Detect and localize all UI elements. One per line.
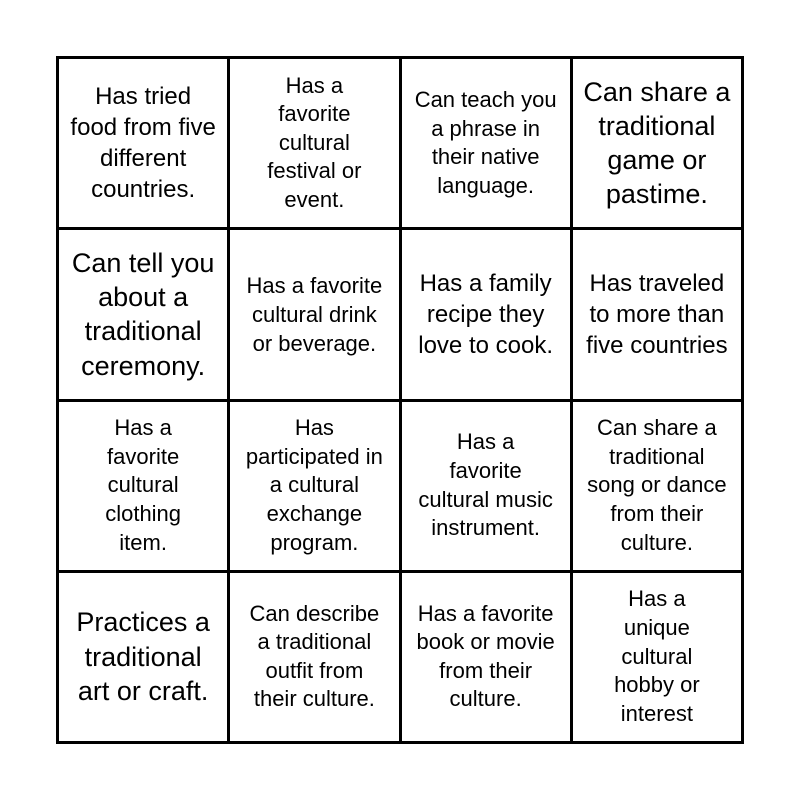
bingo-square-text: Has a favorite cultural drink or beverage. — [246, 272, 383, 356]
bingo-square[interactable] — [230, 230, 398, 398]
bingo-square[interactable] — [402, 573, 570, 741]
bingo-square-text: Has a unique cultural hobby or interest — [614, 586, 700, 726]
bingo-square[interactable] — [230, 573, 398, 741]
bingo-square-text: Has a family recipe they love to cook. — [418, 269, 553, 359]
bingo-card-grid — [56, 56, 744, 744]
bingo-square[interactable] — [230, 402, 398, 570]
bingo-square-text: Has a favorite book or movie from their culture. — [416, 600, 555, 712]
bingo-square-text: Has a favorite cultural festival or event. — [267, 72, 362, 213]
bingo-square[interactable] — [573, 573, 741, 741]
bingo-square-text: Can share a traditional song or dance from their culture. — [587, 415, 727, 555]
bingo-square[interactable] — [59, 59, 227, 227]
bingo-square[interactable] — [230, 59, 398, 227]
bingo-square[interactable] — [573, 59, 741, 227]
bingo-square-text: Practices a traditional art or craft. — [76, 607, 210, 707]
bingo-square-text: Can tell you about a traditional ceremony. — [71, 247, 215, 381]
bingo-square[interactable] — [59, 402, 227, 570]
bingo-square[interactable] — [402, 59, 570, 227]
bingo-square[interactable] — [573, 402, 741, 570]
bingo-square-text: Has tried food from five different countries. — [70, 82, 216, 204]
bingo-square[interactable] — [59, 573, 227, 741]
bingo-square[interactable] — [402, 230, 570, 398]
bingo-square-text: Has traveled to more than five countries — [586, 269, 728, 359]
bingo-square-text: Has a favorite cultural music instrument. — [418, 429, 553, 541]
bingo-square-text: Can share a traditional game or pastime. — [583, 76, 731, 210]
bingo-square[interactable] — [59, 230, 227, 398]
bingo-square-text: Can describe a traditional outfit from their culture. — [249, 600, 380, 712]
bingo-square[interactable] — [402, 402, 570, 570]
bingo-square-text: Has a favorite cultural clothing item. — [105, 415, 182, 555]
bingo-square-text: Can teach you a phrase in their native language. — [414, 86, 557, 198]
bingo-square[interactable] — [573, 230, 741, 398]
bingo-square-text: Has participated in a cultural exchange program. — [245, 415, 383, 555]
